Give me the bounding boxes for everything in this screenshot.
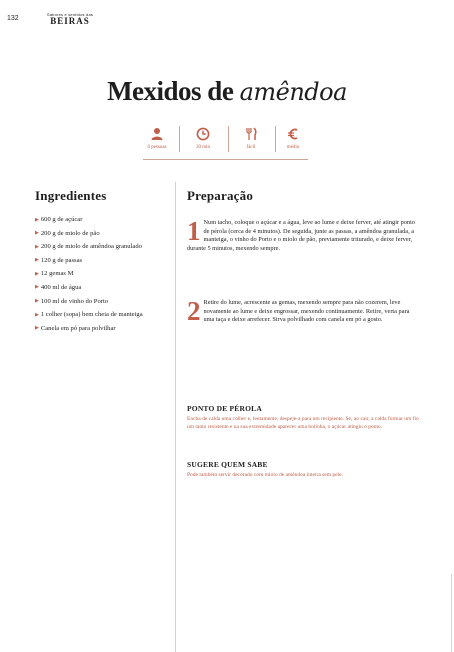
- tip-heading: SUGERE QUEM SABE: [187, 460, 268, 469]
- tip-heading: PONTO DE PÉROLA: [187, 404, 262, 413]
- ingredient-item: ▶ 12 gemas M: [35, 268, 165, 282]
- step-number: 2: [187, 296, 201, 326]
- info-servings: [142, 126, 172, 150]
- column-divider: [175, 182, 176, 652]
- tip-text: Encha de calda uma colher e, lentamente, despeje-a para um recipiente. Se, ao cair, a calda formar um fio um tanto resistente e na sua extremidade aparecer uma bolinha, o açúcar atingiu o ponto.: [187, 416, 419, 430]
- preparation-heading: Preparação: [187, 188, 254, 203]
- info-divider: [275, 126, 276, 152]
- ingredients-list: [35, 214, 165, 336]
- page-number: 132: [7, 15, 19, 22]
- info-divider: [179, 126, 180, 152]
- info-time: [188, 126, 218, 150]
- step-text: Num tacho, coloque o açúcar e a água, leve ao lume e deixe ferver, até atingir ponto de pérola (cerca de 4 minutos). De seguida, junte as passas, a amêndoa granulada, a manteiga, o vinho do Porto e o miolo de pão, previamente triturado, e deixe ferver, durante 5 minutos, mexendo sempre.: [187, 219, 415, 252]
- info-difficulty: [236, 126, 266, 150]
- ingredient-item: ▶ 1 colher (sopa) bem cheia de manteiga: [35, 309, 165, 323]
- page-edge-line: [451, 574, 452, 652]
- ingredient-item: ▶ 400 ml de água: [35, 282, 165, 296]
- ingredient-item: ▶ Canela em pó para polvilhar: [35, 323, 165, 337]
- title-italic: amêndoa: [239, 78, 347, 106]
- step-number: 1: [187, 216, 201, 246]
- brand-name: BEIRAS: [50, 16, 90, 26]
- clock-icon: [188, 126, 218, 142]
- recipe-title: [0, 76, 454, 107]
- tip-box: [187, 460, 425, 479]
- preparation-step: [187, 296, 417, 326]
- person-icon: [142, 126, 172, 142]
- brand-tagline: Sabores e sentidos das: [46, 12, 94, 17]
- info-rule: [143, 159, 308, 160]
- euro-icon: [278, 126, 308, 142]
- tip-box: [187, 404, 425, 431]
- info-cost: [278, 126, 308, 150]
- ingredient-item: ▶ 100 ml de vinho do Porto: [35, 296, 165, 310]
- brand-logo: [40, 13, 100, 26]
- ingredient-item: ▶ 600 g de açúcar: [35, 214, 165, 228]
- info-label: 30 min: [195, 145, 211, 150]
- ingredient-item: ▶ 120 g de passas: [35, 255, 165, 269]
- info-label: fácil: [246, 145, 256, 150]
- tip-text: Pode também servir decorado com miolo de amêndoa inteira sem pele.: [187, 472, 343, 478]
- info-label: 6 pessoas: [147, 145, 167, 150]
- recipe-info-bar: [142, 126, 307, 156]
- info-label: médio: [286, 145, 300, 150]
- info-divider: [228, 126, 229, 152]
- cutlery-icon: [236, 126, 266, 142]
- ingredient-item: ▶ 200 g de miolo de amêndoa granulado: [35, 241, 165, 255]
- ingredients-heading: Ingredientes: [35, 188, 107, 203]
- ingredient-item: ▶ 200 g de miolo de pão: [35, 228, 165, 242]
- step-text: Retire do lume, acrescente as gemas, mexendo sempre para não cozerem, leve novamente ao lume e deixe engrossar, mexendo continuamente. Retire, verta para uma taça e deixe arrefecer. Sirva polvilhado com canela em pó a gosto.: [203, 299, 410, 324]
- preparation-step: [187, 216, 417, 253]
- title-plain: Mexidos de: [107, 76, 234, 106]
